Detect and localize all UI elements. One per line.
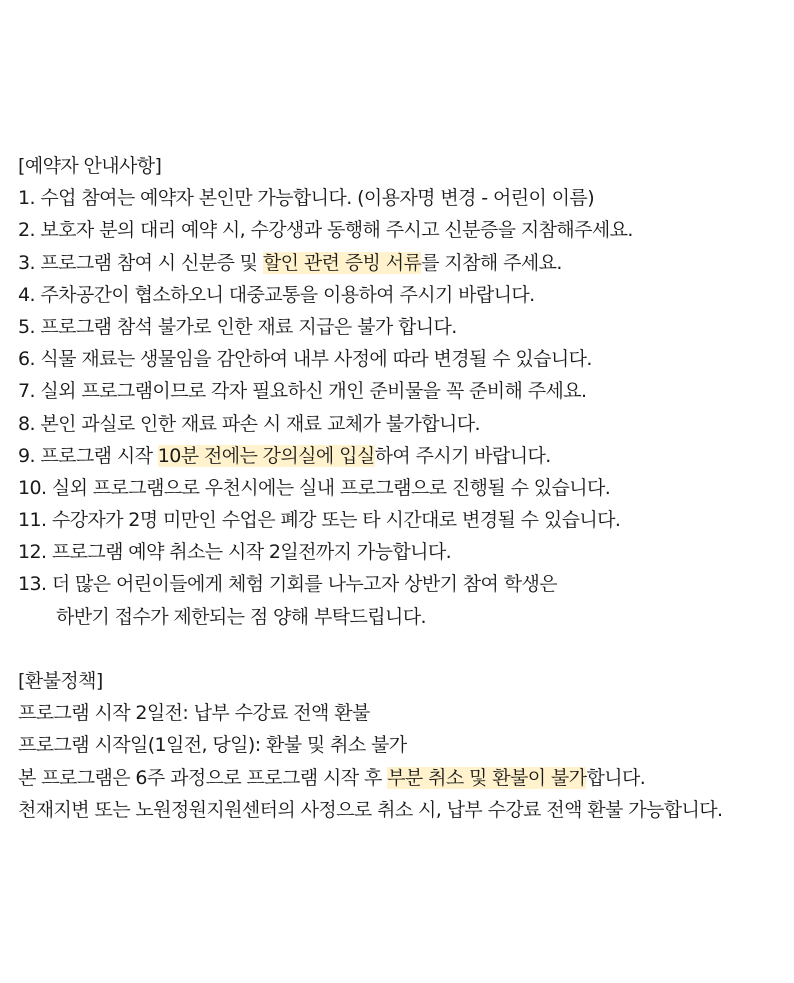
booking-item-3	[18, 247, 788, 279]
booking-item-3-text-end: 를 지참해 주세요.	[421, 251, 562, 274]
refund-line-2: 프로그램 시작일(1일전, 당일): 환불 및 취소 불가	[18, 734, 407, 757]
booking-item-1: 1. 수업 참여는 예약자 본인만 가능합니다. (이용자명 변경 - 어린이 이름)	[18, 187, 595, 210]
booking-item-3-text: 3. 프로그램 참여 시 신분증 및	[18, 251, 263, 274]
document-body	[18, 150, 788, 826]
booking-item-9	[18, 440, 788, 472]
booking-item-7: 7. 실외 프로그램이므로 각자 필요하신 개인 준비물을 꼭 준비해 주세요.	[18, 380, 587, 403]
booking-item-12: 12. 프로그램 예약 취소는 시작 2일전까지 가능합니다.	[18, 541, 452, 564]
booking-item-9-text-end: 하여 주시기 바랍니다.	[374, 444, 551, 467]
booking-item-4: 4. 주차공간이 협소하오니 대중교통을 이용하여 주시기 바랍니다.	[18, 283, 535, 306]
booking-section-title: [예약자 안내사항]	[18, 155, 162, 177]
booking-item-9-highlight: 10분 전에는 강의실에 입실	[157, 444, 375, 467]
booking-item-9-text: 9. 프로그램 시작	[18, 444, 158, 467]
booking-item-13-continued: 하반기 접수가 제한되는 점 양해 부탁드립니다.	[56, 605, 426, 628]
refund-line-3-text: 본 프로그램은 6주 과정으로 프로그램 시작 후	[18, 766, 388, 789]
refund-line-1: 프로그램 시작 2일전: 납부 수강료 전액 환불	[18, 702, 370, 725]
booking-item-10: 10. 실외 프로그램으로 우천시에는 실내 프로그램으로 진행될 수 있습니다.	[18, 476, 611, 499]
refund-line-3-text-end: 합니다.	[586, 766, 646, 789]
refund-line-3-highlight: 부분 취소 및 환불이 불가	[387, 766, 587, 789]
booking-item-2: 2. 보호자 분의 대리 예약 시, 수강생과 동행해 주시고 신분증을 지참해주세요.	[18, 219, 633, 242]
booking-item-3-highlight: 할인 관련 증빙 서류	[262, 251, 422, 274]
refund-line-4: 천재지변 또는 노원정원지원센터의 사정으로 취소 시, 납부 수강료 전액 환불 가능합니다.	[18, 798, 723, 821]
refund-line-3	[18, 762, 788, 794]
booking-item-11: 11. 수강자가 2명 미만인 수업은 폐강 또는 타 시간대로 변경될 수 있습니다.	[18, 509, 621, 532]
refund-section-title: [환불정책]	[18, 670, 103, 692]
booking-item-5: 5. 프로그램 참석 불가로 인한 재료 지급은 불가 합니다.	[18, 315, 457, 338]
booking-item-6: 6. 식물 재료는 생물임을 감안하여 내부 사정에 따라 변경될 수 있습니다.	[18, 348, 592, 371]
booking-item-13: 13. 더 많은 어린이들에게 체험 기회를 나누고자 상반기 참여 학생은	[18, 573, 557, 596]
booking-item-8: 8. 본인 과실로 인한 재료 파손 시 재료 교체가 불가합니다.	[18, 412, 480, 435]
section-spacer	[18, 633, 788, 665]
